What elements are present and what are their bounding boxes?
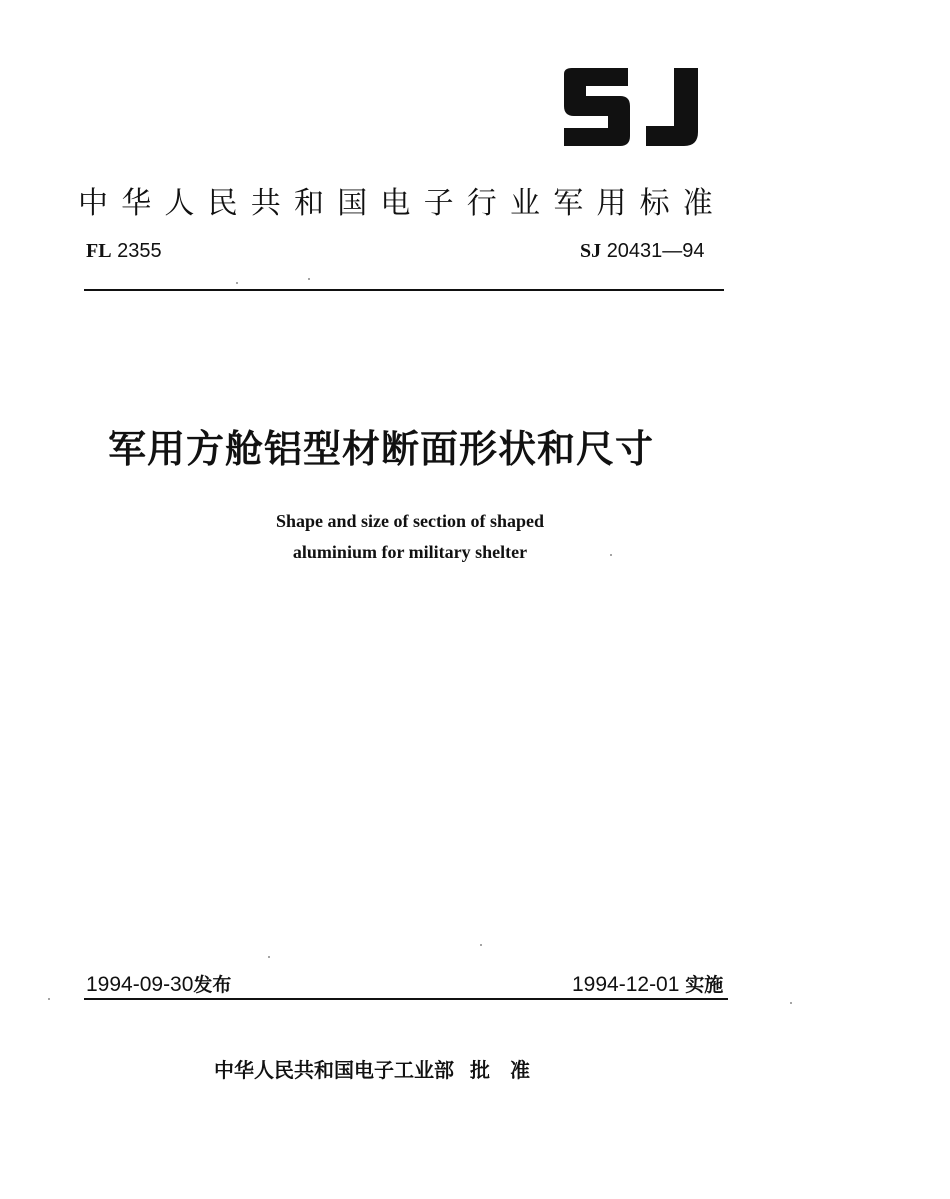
effective-date-block	[572, 970, 723, 997]
scan-speck	[268, 956, 270, 958]
issue-date-block	[86, 970, 231, 997]
scan-speck	[48, 998, 50, 1000]
approve-label: 批准	[470, 1058, 550, 1082]
issue-date: 1994-09-30	[86, 973, 194, 996]
standard-title: 中华人民共和国电子行业军用标准	[78, 186, 726, 221]
issue-label: 发布	[193, 974, 232, 996]
logo-letter-j	[646, 68, 698, 146]
scan-speck	[790, 1002, 792, 1004]
classification-number: 2355	[117, 240, 162, 262]
standard-number: 20431—94	[606, 240, 705, 262]
classification-code	[86, 240, 162, 263]
document-title-cn: 军用方舱铝型材断面形状和尺寸	[108, 427, 655, 471]
sj-logo-graphic	[556, 60, 716, 152]
standard-code	[580, 240, 705, 263]
scan-speck	[610, 554, 612, 556]
scan-speck	[308, 278, 310, 280]
effective-date: 1994-12-01	[572, 973, 680, 996]
issuer-name: 中华人民共和国电子工业部	[214, 1058, 454, 1082]
title-en-line-1: Shape and size of section of shaped	[275, 511, 545, 531]
standard-prefix: SJ	[580, 240, 602, 262]
scan-speck	[236, 282, 238, 284]
scan-speck	[480, 944, 482, 946]
title-en-line-2: aluminium for military shelter	[292, 542, 528, 562]
header-divider	[84, 289, 724, 291]
sj-logo	[556, 60, 716, 152]
classification-prefix: FL	[86, 240, 112, 262]
logo-letter-s	[564, 68, 630, 146]
footer-divider	[84, 998, 728, 1000]
document-title-en	[160, 506, 660, 568]
effective-label: 实施	[685, 974, 724, 996]
approver-line	[214, 1054, 550, 1083]
